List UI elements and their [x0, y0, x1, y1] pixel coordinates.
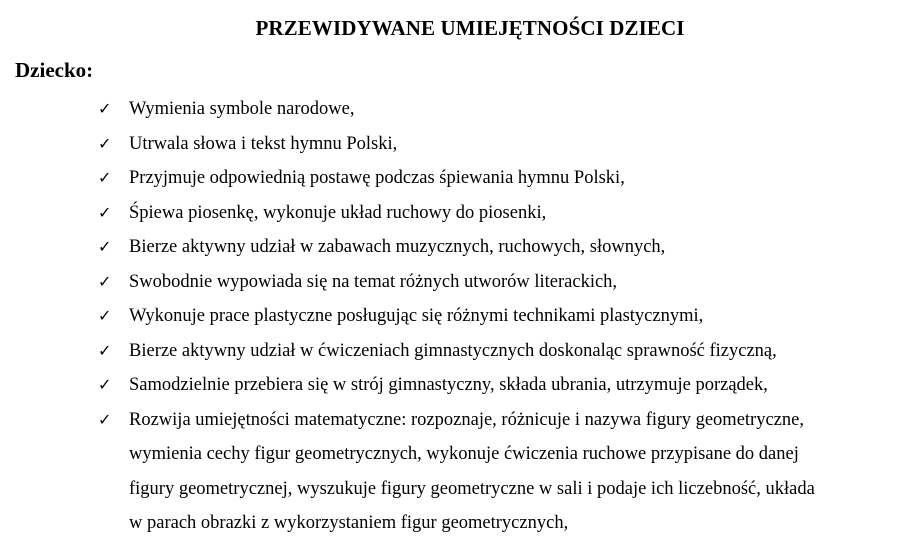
list-item: [0, 196, 915, 231]
list-item-text: Utrwala słowa i tekst hymnu Polski,: [129, 133, 398, 154]
checkmark-icon: ✓: [98, 133, 112, 153]
list-item: [0, 368, 915, 403]
list-item-text: Samodzielnie przebiera się w strój gimnastyczny, składa ubrania, utrzymuje porządek,: [129, 375, 768, 395]
list-item-text: Wykonuje prace plastyczne posługując się różnymi technikami plastycznymi,: [129, 306, 704, 326]
list-item: [0, 92, 915, 127]
skills-list: [0, 92, 915, 541]
list-item-text: Wymienia symbole narodowe,: [129, 99, 355, 119]
list-item-text: Bierze aktywny udział w zabawach muzycznych, ruchowych, słownych,: [129, 237, 666, 257]
checkmark-icon: ✓: [98, 237, 112, 256]
checkmark-icon: ✓: [98, 340, 112, 360]
checkmark-icon: ✓: [98, 271, 112, 291]
checkmark-icon: ✓: [98, 409, 112, 429]
list-item: [0, 403, 915, 541]
list-item-text-line: Rozwija umiejętności matematyczne: rozpoznaje, różnicuje i nazywa figury geometryczne,: [129, 409, 804, 430]
subject-heading: Dziecko:: [15, 58, 94, 82]
list-item-text-line: figury geometrycznej, wyszukuje figury geometryczne w sali i podaje ich liczebność, układa: [129, 478, 815, 499]
list-item: [0, 161, 915, 196]
list-item-text: Śpiewa piosenkę, wykonuje układ ruchowy do piosenki,: [129, 202, 547, 223]
checkmark-icon: ✓: [98, 375, 112, 394]
list-item-text-line: w parach obrazki z wykorzystaniem figur geometrycznych,: [129, 513, 569, 533]
list-item-text-line: wymienia cechy figur geometrycznych, wykonuje ćwiczenia ruchowe przypisane do danej: [129, 444, 799, 464]
checkmark-icon: ✓: [98, 99, 112, 118]
list-item-text: Bierze aktywny udział w ćwiczeniach gimnastycznych doskonaląc sprawność fizyczną,: [129, 340, 777, 361]
list-item: [0, 265, 915, 300]
list-item: [0, 299, 915, 334]
list-item: [0, 127, 915, 162]
list-item: [0, 230, 915, 265]
checkmark-icon: ✓: [98, 306, 112, 325]
document-title: PRZEWIDYWANE UMIEJĘTNOŚCI DZIECI: [255, 16, 685, 40]
list-item-text: Przyjmuje odpowiednią postawę podczas śpiewania hymnu Polski,: [129, 168, 625, 188]
list-item: [0, 334, 915, 369]
checkmark-icon: ✓: [98, 202, 112, 222]
checkmark-icon: ✓: [98, 168, 112, 187]
list-item-text: Swobodnie wypowiada się na temat różnych utworów literackich,: [129, 271, 618, 292]
